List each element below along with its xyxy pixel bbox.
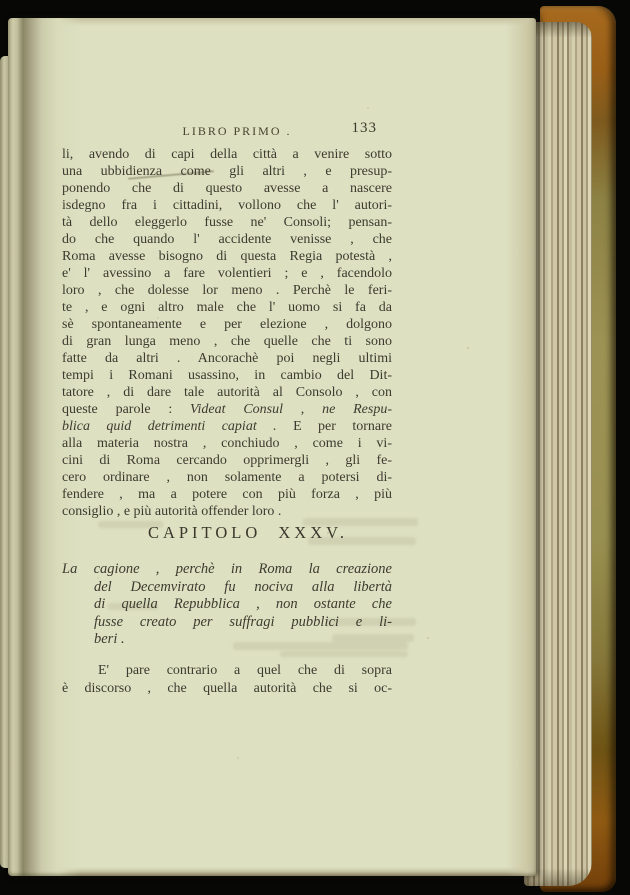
- text-line: queste parole : Videat Consul , ne Respu-: [62, 402, 392, 417]
- text-line: alla materia nostra , conchiudo , come i vi-: [62, 436, 392, 451]
- paragraph-continuation: [62, 146, 392, 520]
- text-line: do che quando l' accidente venisse , che: [62, 232, 392, 247]
- text-line: del Decemvirato fu nociva alla libertà: [94, 578, 392, 595]
- text-line: è discorso , che quella autorità che si oc-: [62, 680, 392, 696]
- text-line: fendere , ma a potere con più forza , più: [62, 487, 392, 502]
- book-page: [8, 18, 536, 876]
- text-line: tatore , di dare tale autorità al Consolo , con: [62, 385, 392, 400]
- text-line: e' l' avessino a fare volentieri ; e , facendolo: [62, 266, 392, 281]
- text-line: loro , che dolesse lor meno . Perchè le feri-: [62, 283, 392, 298]
- text-line: Roma avesse bisogno di questa Regia potestà ,: [62, 249, 392, 264]
- opening-paragraph: [62, 662, 392, 697]
- text-line: te , e ogni altro male che l' uomo si fa da: [62, 300, 392, 315]
- text-line: di quella Repubblica , non ostante che: [94, 596, 392, 612]
- text-line: cero ordinare , non solamente a potersi di-: [62, 470, 392, 485]
- chapter-summary: [62, 561, 392, 649]
- text-line: cini di Roma cercando opprimergli , gli fe-: [62, 453, 392, 468]
- text-line: fusse creato per suffragi pubblici e li-: [94, 613, 392, 630]
- text-line: una ubbidienza come gli altri , e presup-: [62, 164, 392, 179]
- text-line: sè spontaneamente e per elezione , dolgono: [62, 317, 392, 332]
- text-line: La cagione , perchè in Roma la creazione: [62, 561, 392, 577]
- text-line: di gran lunga meno , che quelle che ti sono: [62, 334, 392, 349]
- text-line: beri .: [94, 631, 125, 647]
- text-line: blica quid detrimenti capiat . E per tornare: [62, 419, 393, 434]
- text-line: ponendo che di questo avesse a nascere: [62, 181, 392, 196]
- page-text: [62, 18, 392, 876]
- page-number: 133: [351, 120, 377, 136]
- text-line: isdegno fra i cittadini, vollono che l' autori-: [62, 198, 392, 213]
- text-line: li, avendo di capi della città a venire sotto: [62, 147, 392, 162]
- page-header: [62, 120, 392, 142]
- text-line: tempi i Romani usassino, in cambio del Dit-: [62, 368, 392, 383]
- chapter-heading: CAPITOLO XXXV.: [147, 523, 349, 542]
- text-line: consiglio , e più autorità offender loro .: [62, 504, 282, 519]
- running-title: LIBRO PRIMO .: [182, 124, 292, 138]
- text-line: tà dello eleggerlo fusse ne' Consoli; pensan-: [62, 215, 392, 230]
- text-line: E' pare contrario a quel che di sopra: [98, 663, 392, 678]
- text-line: fatte da altri . Ancorachè poi negli ultimi: [62, 351, 392, 366]
